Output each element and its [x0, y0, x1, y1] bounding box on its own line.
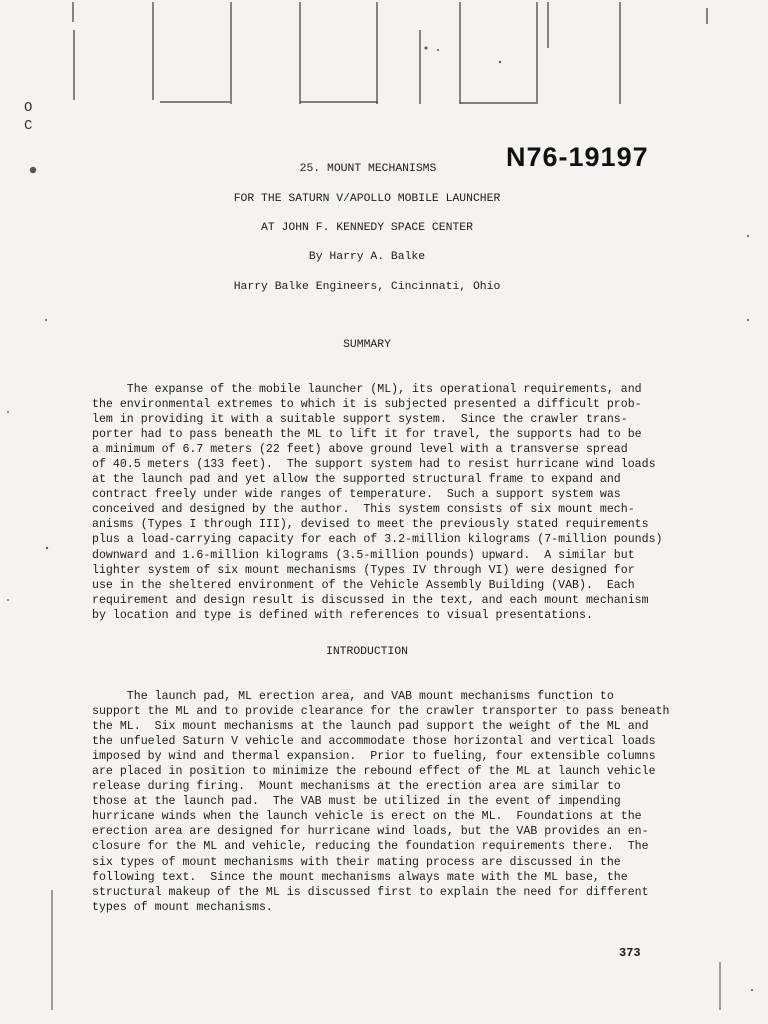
introduction-paragraph	[92, 689, 692, 915]
title-line-3: AT JOHN F. KENNEDY SPACE CENTER	[261, 222, 473, 234]
introduction-line: those at the launch pad. The VAB must be utilized in the event of impending	[92, 795, 621, 809]
summary-line: plus a load-carrying capacity for each of 3.2-million kilograms (7-million pounds)	[92, 533, 663, 547]
summary-heading: SUMMARY	[343, 339, 391, 351]
summary-line: a minimum of 6.7 meters (22 feet) above ground level with a transverse spread	[92, 443, 628, 457]
introduction-line: release during firing. Mount mechanisms at the erection area are similar to	[92, 780, 621, 794]
summary-line: of 40.5 meters (133 feet). The support system had to resist hurricane wind loads	[92, 458, 656, 472]
summary-line: by location and type is defined with references to visual presentations.	[92, 608, 593, 622]
summary-line: downward and 1.6-million kilograms (3.5-million pounds) upward. A similar but	[92, 548, 635, 562]
byline: By Harry A. Balke	[308, 251, 426, 263]
summary-line: at the launch pad and yet allow the supported structural frame to expand and	[92, 473, 621, 487]
introduction-line: imposed by wind and thermal expansion. Prior to fueling, four extensible columns	[92, 750, 656, 764]
chapter-title: 25. MOUNT MECHANISMS	[299, 163, 437, 175]
affiliation: Harry Balke Engineers, Cincinnati, Ohio	[233, 281, 501, 293]
introduction-line: erection area are designed for hurricane wind loads, but the VAB provides an en-	[92, 825, 649, 839]
summary-line: use in the sheltered environment of the Vehicle Assembly Building (VAB). Each	[92, 578, 635, 592]
introduction-line: The launch pad, ML erection area, and VAB mount mechanisms function to	[92, 690, 614, 703]
introduction-line: the unfueled Saturn V vehicle and accommodate those horizontal and vertical loads	[92, 735, 656, 749]
margin-mark-c: C	[24, 118, 33, 134]
summary-line: anisms (Types I through III), devised to meet the previously stated requirements	[92, 518, 649, 532]
summary-paragraph	[92, 382, 692, 623]
page-number: 373	[619, 946, 641, 960]
introduction-line: following text. Since the mount mechanisms always mate with the ML base, the	[92, 870, 628, 884]
introduction-line: types of mount mechanisms.	[92, 900, 273, 914]
introduction-line: the ML. Six mount mechanisms at the launch pad support the weight of the ML and	[92, 720, 649, 734]
summary-line: contract freely under wide ranges of temperature. Such a support system was	[92, 488, 621, 502]
introduction-line: structural makeup of the ML is discussed first to explain the need for different	[92, 885, 649, 899]
introduction-line: are placed in position to minimize the rebound effect of the ML at launch vehicle	[92, 765, 656, 779]
summary-line: The expanse of the mobile launcher (ML), its operational requirements, and	[92, 383, 642, 396]
summary-line: the environmental extremes to which it is subjected presented a difficult prob-	[92, 398, 642, 412]
summary-line: conceived and designed by the author. This system consists of six mount mech-	[92, 503, 635, 517]
introduction-line: six types of mount mechanisms with their mating process are discussed in the	[92, 855, 621, 869]
introduction-line: closure for the ML and vehicle, reducing the foundation requirements there. The	[92, 840, 649, 854]
summary-line: porter had to pass beneath the ML to lift it for travel, the supports had to be	[92, 428, 642, 442]
summary-line: lem in providing it with a suitable support system. Since the crawler trans-	[92, 413, 628, 427]
summary-line: lighter system of six mount mechanisms (Types IV through VI) were designed for	[92, 563, 635, 577]
document-id: N76-19197	[506, 142, 649, 172]
margin-mark-o: O	[24, 100, 33, 116]
summary-line: requirement and design result is discussed in the text, and each mount mechanism	[92, 593, 649, 607]
introduction-heading: INTRODUCTION	[325, 646, 409, 658]
title-line-2: FOR THE SATURN V/APOLLO MOBILE LAUNCHER	[233, 193, 501, 205]
introduction-line: hurricane winds when the launch vehicle is erect on the ML. Foundations at the	[92, 810, 642, 824]
introduction-line: support the ML and to provide clearance for the crawler transporter to pass beneath	[92, 705, 670, 719]
